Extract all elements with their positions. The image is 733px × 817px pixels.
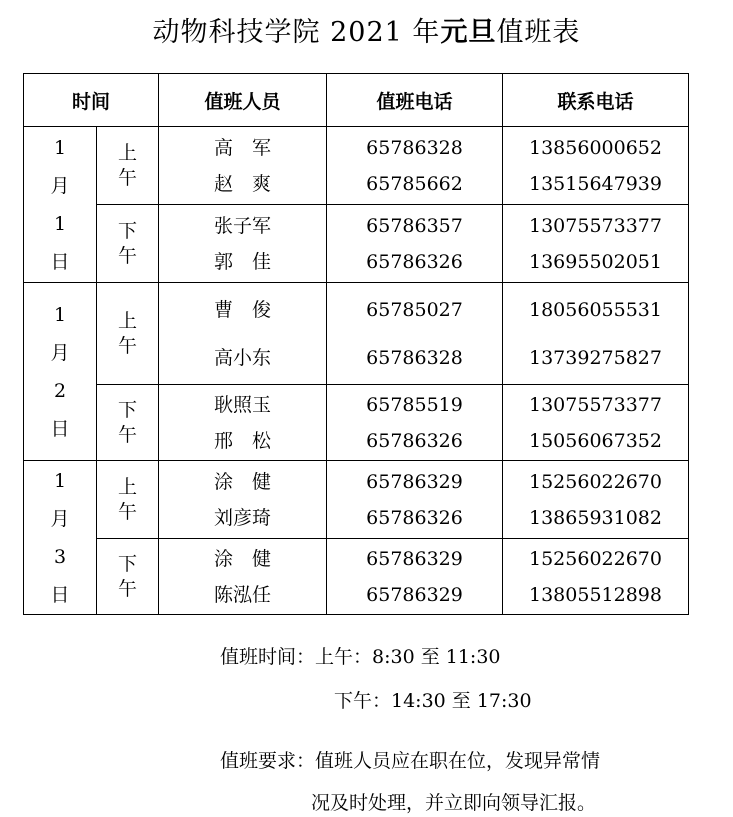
contact-phone-cell: 15256022670 13805512898	[503, 539, 689, 615]
title-suffix: 值班表	[496, 17, 581, 48]
duty-phone-cell: 65785519 65786326	[327, 385, 503, 461]
duty-phone-cell: 65786329 65786329	[327, 539, 503, 615]
date-cell: 1 月 3 日	[24, 461, 97, 615]
staff-cell: 曹 俊 高小东	[159, 283, 327, 385]
staff-cell: 涂 健 陈泓任	[159, 539, 327, 615]
duty-hours-am: 值班时间：上午：8:30 至 11:30	[220, 646, 501, 668]
table-header-row	[24, 74, 689, 127]
period-cell: 上 午	[97, 461, 159, 539]
page-title	[0, 10, 733, 49]
duty-hours-pm: 下午：14:30 至 17:30	[334, 690, 532, 712]
duty-requirement-line1: 值班要求：值班人员应在职在位，发现异常情	[220, 750, 601, 772]
period-cell: 下 午	[97, 539, 159, 615]
table-row	[24, 127, 689, 205]
duty-phone-cell: 65786357 65786326	[327, 205, 503, 283]
duty-requirement-line2: 况及时处理，并立即向领导汇报。	[311, 792, 597, 814]
staff-cell: 涂 健 刘彦琦	[159, 461, 327, 539]
table-row	[24, 283, 689, 385]
date-cell: 1 月 1 日	[24, 127, 97, 283]
contact-phone-cell: 13856000652 13515647939	[503, 127, 689, 205]
duty-phone-cell: 65786328 65785662	[327, 127, 503, 205]
header-contact-phone: 联系电话	[503, 74, 689, 127]
duty-phone-cell: 65786329 65786326	[327, 461, 503, 539]
date-cell: 1 月 2 日	[24, 283, 97, 461]
duty-phone-cell: 65785027 65786328	[327, 283, 503, 385]
contact-phone-cell: 15256022670 13865931082	[503, 461, 689, 539]
staff-cell: 耿照玉 邢 松	[159, 385, 327, 461]
table-row	[24, 539, 689, 615]
header-staff: 值班人员	[159, 74, 327, 127]
staff-cell: 张子军 郭 佳	[159, 205, 327, 283]
period-cell: 上 午	[97, 127, 159, 205]
title-prefix: 动物科技学院 2021 年	[152, 17, 441, 48]
contact-phone-cell: 18056055531 13739275827	[503, 283, 689, 385]
period-cell: 上 午	[97, 283, 159, 385]
table-row	[24, 385, 689, 461]
contact-phone-cell: 13075573377 15056067352	[503, 385, 689, 461]
staff-cell: 高 军 赵 爽	[159, 127, 327, 205]
duty-table	[23, 73, 689, 615]
contact-phone-cell: 13075573377 13695502051	[503, 205, 689, 283]
title-bold: 元旦	[440, 17, 497, 48]
period-cell: 下 午	[97, 205, 159, 283]
table-row	[24, 205, 689, 283]
table-row	[24, 461, 689, 539]
header-duty-phone: 值班电话	[327, 74, 503, 127]
period-cell: 下 午	[97, 385, 159, 461]
header-time: 时间	[24, 74, 159, 127]
